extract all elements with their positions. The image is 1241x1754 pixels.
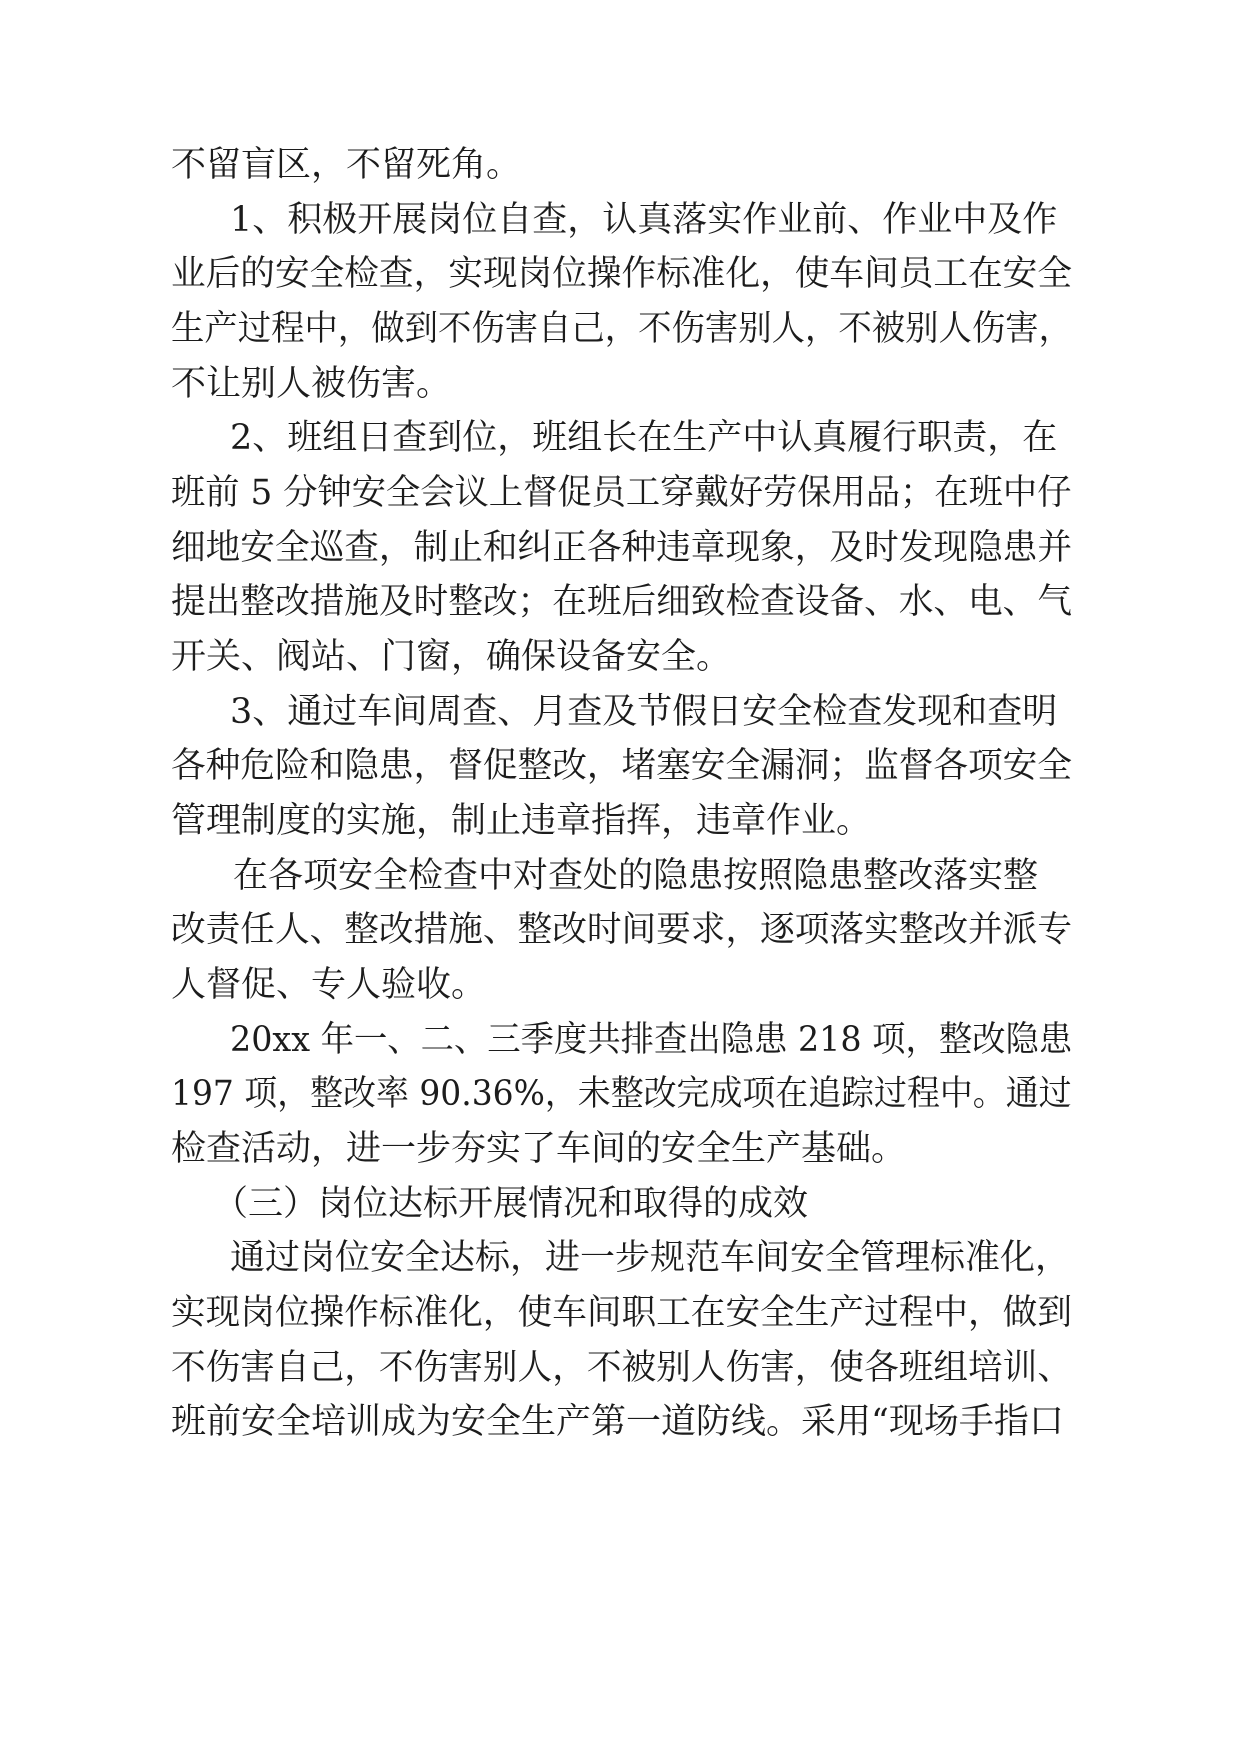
text-line: 管理制度的实施，制止违章指挥，违章作业。 — [171, 801, 872, 841]
text-line: 人督促、专人验收。 — [171, 965, 487, 1005]
text-line: 业后的安全检查，实现岗位操作标准化，使车间员工在安全 — [171, 254, 1073, 294]
text-line: 班前安全培训成为安全生产第一道防线。采用“现场手指口 — [171, 1402, 1064, 1442]
text-line: 20xx 年一、二、三季度共排查出隐患 218 项，整改隐患 — [230, 1020, 1073, 1060]
text-line: 班前 5 分钟安全会议上督促员工穿戴好劳保用品；在班中仔 — [171, 473, 1072, 513]
text-line: 1、积极开展岗位自查，认真落实作业前、作业中及作 — [230, 200, 1058, 240]
text-line: 3、通过车间周查、月查及节假日安全检查发现和查明 — [230, 692, 1058, 732]
text-line: 不伤害自己，不伤害别人，不被别人伤害，使各班组培训、 — [171, 1348, 1073, 1388]
text-line: 实现岗位操作标准化，使车间职工在安全生产过程中，做到 — [171, 1293, 1073, 1333]
text-line: 提出整改措施及时整改；在班后细致检查设备、水、电、气 — [171, 582, 1073, 622]
text-line: 开关、阀站、门窗，确保设备安全。 — [171, 637, 732, 677]
text-line: 不让别人被伤害。 — [171, 364, 452, 404]
text-line: 不留盲区，不留死角。 — [171, 145, 522, 185]
text-line: 通过岗位安全达标，进一步规范车间安全管理标准化， — [230, 1238, 1071, 1278]
text-line: 改责任人、整改措施、整改时间要求，逐项落实整改并派专 — [171, 910, 1073, 950]
text-line: 2、班组日查到位，班组长在生产中认真履行职责，在 — [230, 418, 1058, 458]
text-line: 细地安全巡查，制止和纠正各种违章现象，及时发现隐患并 — [171, 528, 1073, 568]
section-heading: （三）岗位达标开展情况和取得的成效 — [213, 1184, 809, 1224]
text-line: 各种危险和隐患，督促整改，堵塞安全漏洞；监督各项安全 — [171, 746, 1073, 786]
text-line: 生产过程中，做到不伤害自己，不伤害别人，不被别人伤害， — [171, 309, 1072, 349]
text-line: 检查活动，进一步夯实了车间的安全生产基础。 — [171, 1129, 907, 1169]
text-line: 197 项，整改率 90.36%，未整改完成项在追踪过程中。通过 — [171, 1074, 1072, 1114]
text-line: 在各项安全检查中对查处的隐患按照隐患整改落实整 — [233, 856, 1039, 896]
